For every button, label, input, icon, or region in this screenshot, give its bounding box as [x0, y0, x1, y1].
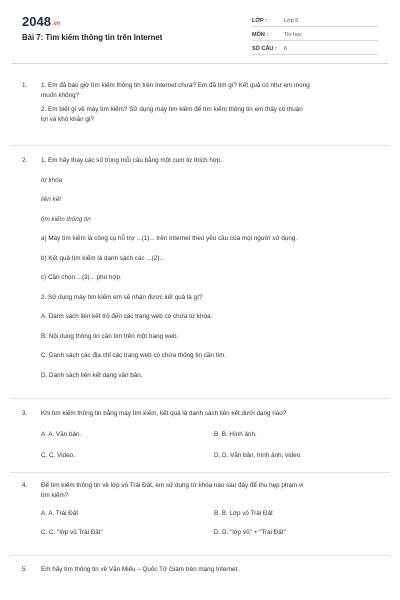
- lesson-title: Bài 7: Tìm kiếm thông tin trên Internet: [22, 33, 163, 42]
- question-body: [41, 409, 381, 461]
- options-row: [41, 451, 381, 461]
- header-divider: [12, 63, 388, 64]
- question-separator: [10, 145, 390, 146]
- answer-option-c[interactable]: C. C. Video.: [41, 451, 75, 459]
- answer-option-a[interactable]: A. A. Văn bản.: [41, 430, 82, 438]
- options-row: [41, 430, 381, 440]
- question-number: 5.: [22, 566, 28, 573]
- answer-option: B. Nội dung thông tin cần tìm trên một trang web.: [41, 332, 179, 340]
- answer-option-b[interactable]: B. B. Lớp vỏ Trái Đất: [214, 510, 273, 517]
- answer-option-a[interactable]: A. A. Trái Đất: [41, 510, 79, 517]
- question-separator: [10, 472, 390, 473]
- logo-text: 2048: [22, 14, 51, 29]
- site-logo[interactable]: [22, 14, 61, 29]
- logo-suffix: .vn: [51, 21, 61, 27]
- meta-row-class: [252, 13, 378, 27]
- options-row: [41, 528, 381, 538]
- question-body: [41, 156, 381, 380]
- question-text: Em hãy tìm thông tin về Văn Miếu – Quốc Tử Giám trên mạng Internet.: [41, 566, 239, 573]
- question-body: [41, 481, 381, 538]
- answer-option: D. Danh sách liên kết dạng văn bản.: [41, 371, 143, 379]
- question-body: [41, 81, 381, 124]
- meta-value: Lớp 6: [284, 18, 299, 24]
- term-item: từ khóa: [41, 176, 63, 184]
- answer-option-d[interactable]: D. D. Văn bản, hình ảnh, video.: [214, 451, 302, 459]
- answer-option: A. Danh sách liên kết trỏ đến các trang web có chứa từ khóa.: [41, 313, 213, 320]
- meta-label: MÔN :: [252, 32, 269, 38]
- fill-item: a) Máy tìm kiếm là công cụ hỗ trợ ...(1)... trên Internet theo yêu cầu của mọi người sử dụng.: [41, 235, 298, 242]
- meta-label: SỐ CÂU :: [252, 46, 277, 52]
- question-number: 3.: [22, 410, 28, 417]
- term-item: liên kết: [41, 196, 61, 203]
- meta-row-subject: [252, 27, 378, 41]
- meta-value: 6: [284, 46, 288, 52]
- question-text: Để tìm kiếm thông tin về lớp vỏ Trái Đất, em sử dụng từ khóa nào sau đây để thu hẹp phạm vi: [41, 482, 304, 489]
- question-text: 2. Sử dụng máy tìm kiếm em sẽ nhận được kết quả là gì?: [41, 293, 203, 301]
- fill-item: c) Cần chọn ...(3)... phù hợp.: [41, 274, 122, 281]
- question-number: 4.: [22, 482, 28, 489]
- question-text: Khi tìm kiếm thông tin bằng máy tìm kiếm, kết quả là danh sách liên kết dưới dạng nào?: [41, 410, 287, 417]
- question-separator: [10, 398, 390, 399]
- options-row: [41, 509, 381, 519]
- meta-info: [252, 13, 378, 55]
- question-text: muốn không?: [41, 91, 80, 99]
- question-separator: [10, 555, 390, 556]
- answer-option-c[interactable]: C. C. "lớp vỏ Trái Đất": [41, 529, 103, 536]
- question-text: 2. Em biết gì về máy tìm kiếm? Sử dụng máy tìm kiếm để tìm kiếm thông tin em thấy có thuận: [41, 106, 303, 113]
- answer-option-d[interactable]: D. D. "lớp vỏ" + "Trái Đất": [214, 529, 286, 536]
- question-text: tìm kiếm?: [41, 491, 69, 499]
- answer-option-b[interactable]: B. B. Hình ảnh.: [214, 430, 257, 438]
- question-body: [41, 565, 381, 575]
- question-number: 1.: [22, 82, 28, 89]
- question-text: lợi và khó khăn gì?: [41, 115, 95, 123]
- fill-item: b) Kết quả tìm kiếm là danh sách các ...(2)...: [41, 254, 165, 262]
- term-item: tìm kiếm thông tin: [41, 215, 91, 223]
- question-number: 2.: [22, 157, 28, 164]
- meta-value: Tin học: [284, 32, 302, 38]
- question-text: 1. Em đã bao giờ tìm kiếm thông tin trên Internet chưa? Em đã tìm gì? Kết quả có như em mong: [41, 82, 310, 89]
- question-text: 1. Em hãy thay các số trong mỗi câu bằng một cụm từ thích hợp.: [41, 157, 223, 164]
- meta-row-count: [252, 41, 378, 55]
- answer-option: C. Danh sách các địa chỉ các trang web có chứa thông tin cần tìm.: [41, 352, 227, 359]
- meta-label: LỚP :: [252, 18, 267, 24]
